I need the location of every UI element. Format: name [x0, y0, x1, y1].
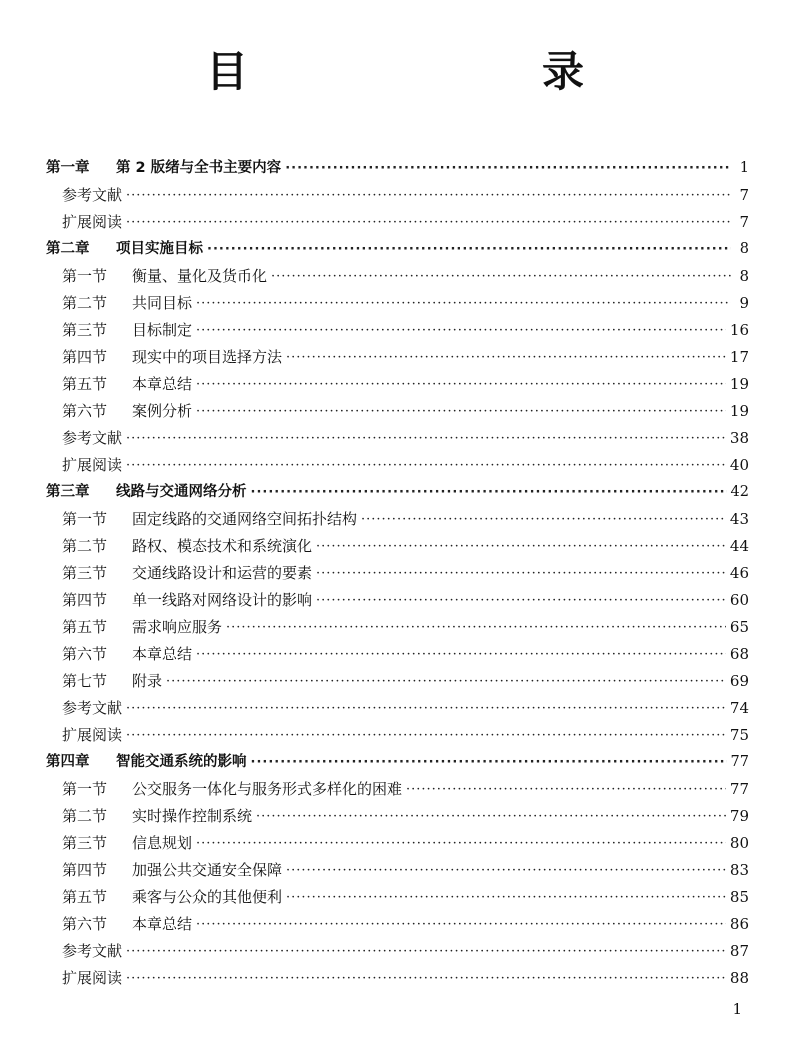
entry-page-number: 46	[729, 564, 749, 582]
entry-page-number: 74	[729, 699, 749, 717]
entry-page-number: 40	[729, 456, 749, 474]
entry-title: 线路与交通网络分析	[116, 484, 247, 500]
leader-dots	[196, 403, 726, 421]
entry-page-number: 19	[729, 375, 749, 393]
toc-section-entry[interactable]	[46, 826, 749, 853]
table-of-contents	[46, 151, 749, 988]
leader-dots	[406, 781, 726, 799]
entry-page-number: 8	[739, 241, 749, 257]
entry-page-number: 79	[729, 807, 749, 825]
leader-dots	[316, 538, 726, 556]
toc-entry-label	[62, 509, 357, 529]
toc-entry-label	[62, 293, 192, 313]
toc-entry-label	[62, 806, 252, 826]
entry-title: 项目实施目标	[116, 241, 203, 257]
entry-page-number: 88	[729, 969, 749, 987]
entry-page-number: 77	[730, 754, 749, 770]
leader-dots	[286, 889, 726, 907]
leader-dots	[126, 214, 731, 232]
section-number: 第一节	[62, 267, 108, 285]
toc-section-entry[interactable]	[46, 367, 749, 394]
toc-entry-label	[46, 752, 247, 772]
section-number: 第二节	[62, 537, 108, 555]
toc-entry-label	[62, 185, 122, 205]
toc-item-entry[interactable]	[46, 205, 749, 232]
entry-title: 扩展阅读	[62, 456, 123, 474]
toc-entry-label	[62, 725, 122, 745]
entry-title: 路权、模态技术和系统演化	[132, 537, 313, 555]
entry-title: 参考文献	[62, 429, 123, 447]
leader-dots	[361, 511, 726, 529]
toc-chapter-entry[interactable]	[46, 232, 749, 259]
entry-page-number: 1	[739, 160, 749, 176]
toc-entry-label	[46, 482, 247, 502]
toc-item-entry[interactable]	[46, 718, 749, 745]
entry-title: 需求响应服务	[132, 618, 223, 636]
entry-page-number: 17	[729, 348, 749, 366]
entry-page-number: 69	[729, 672, 749, 690]
toc-entry-label	[62, 590, 312, 610]
leader-dots	[271, 268, 731, 286]
toc-entry-label	[62, 968, 122, 988]
toc-entry-label	[62, 860, 282, 880]
entry-title: 本章总结	[132, 645, 193, 663]
section-number: 第三节	[62, 564, 108, 582]
toc-entry-label	[46, 158, 281, 178]
toc-section-entry[interactable]	[46, 259, 749, 286]
toc-section-entry[interactable]	[46, 610, 749, 637]
toc-chapter-entry[interactable]	[46, 745, 749, 772]
toc-entry-label	[62, 833, 192, 853]
toc-entry-label	[62, 536, 312, 556]
page-number: 1	[732, 1000, 742, 1018]
leader-dots	[207, 241, 731, 259]
toc-section-entry[interactable]	[46, 799, 749, 826]
entry-title: 目标制定	[132, 321, 193, 339]
section-number: 第二节	[62, 807, 108, 825]
leader-dots	[196, 916, 726, 934]
toc-entry-label	[62, 644, 192, 664]
toc-item-entry[interactable]	[46, 691, 749, 718]
entry-page-number: 42	[730, 484, 749, 500]
toc-entry-label	[46, 239, 203, 259]
toc-entry-label	[62, 401, 192, 421]
entry-page-number: 43	[729, 510, 749, 528]
leader-dots	[126, 187, 731, 205]
section-number: 第一节	[62, 780, 108, 798]
toc-entry-label	[62, 887, 282, 907]
entry-page-number: 65	[729, 618, 749, 636]
toc-section-entry[interactable]	[46, 286, 749, 313]
entry-title: 参考文献	[62, 699, 123, 717]
toc-item-entry[interactable]	[46, 421, 749, 448]
entry-page-number: 19	[729, 402, 749, 420]
toc-entry-label	[62, 347, 282, 367]
section-number: 第二节	[62, 294, 108, 312]
entry-page-number: 38	[729, 429, 749, 447]
leader-dots	[126, 970, 726, 988]
entry-title: 衡量、量化及货币化	[132, 267, 268, 285]
toc-item-entry[interactable]	[46, 178, 749, 205]
entry-title: 乘客与公众的其他便利	[132, 888, 283, 906]
leader-dots	[166, 673, 726, 691]
entry-page-number: 83	[729, 861, 749, 879]
leader-dots	[196, 376, 726, 394]
toc-section-entry[interactable]	[46, 664, 749, 691]
leader-dots	[256, 808, 726, 826]
entry-page-number: 68	[729, 645, 749, 663]
leader-dots	[196, 295, 731, 313]
toc-section-entry[interactable]	[46, 772, 749, 799]
toc-entry-label	[62, 455, 122, 475]
leader-dots	[126, 457, 726, 475]
leader-dots	[251, 484, 727, 502]
toc-chapter-entry[interactable]	[46, 151, 749, 178]
toc-entry-label	[62, 266, 267, 286]
entry-title: 附录	[132, 672, 163, 690]
entry-title: 案例分析	[132, 402, 193, 420]
entry-title: 第 2 版绪与全书主要内容	[116, 160, 282, 176]
entry-title: 本章总结	[132, 915, 193, 933]
section-number: 第一节	[62, 510, 108, 528]
toc-entry-label	[62, 212, 122, 232]
toc-section-entry[interactable]	[46, 583, 749, 610]
entry-title: 交通线路设计和运营的要素	[132, 564, 313, 582]
toc-entry-label	[62, 617, 222, 637]
leader-dots	[196, 322, 726, 340]
section-number: 第四节	[62, 348, 108, 366]
entry-title: 扩展阅读	[62, 726, 123, 744]
entry-title: 智能交通系统的影响	[116, 754, 247, 770]
chapter-number: 第二章	[46, 241, 90, 257]
toc-section-entry[interactable]	[46, 556, 749, 583]
chapter-number: 第三章	[46, 484, 90, 500]
toc-section-entry[interactable]	[46, 880, 749, 907]
toc-section-entry[interactable]	[46, 502, 749, 529]
toc-section-entry[interactable]	[46, 637, 749, 664]
entry-page-number: 7	[739, 186, 749, 204]
entry-page-number: 8	[739, 267, 749, 285]
leader-dots	[126, 943, 726, 961]
leader-dots	[126, 727, 726, 745]
leader-dots	[285, 160, 731, 178]
entry-page-number: 85	[729, 888, 749, 906]
section-number: 第四节	[62, 861, 108, 879]
entry-title: 固定线路的交通网络空间拓扑结构	[132, 510, 358, 528]
section-number: 第七节	[62, 672, 108, 690]
toc-entry-label	[62, 428, 122, 448]
leader-dots	[286, 862, 726, 880]
toc-section-entry[interactable]	[46, 394, 749, 421]
chapter-number: 第一章	[46, 160, 90, 176]
toc-entry-label	[62, 671, 162, 691]
leader-dots	[251, 754, 727, 772]
toc-entry-label	[62, 914, 192, 934]
toc-entry-label	[62, 563, 312, 583]
entry-page-number: 7	[739, 213, 749, 231]
leader-dots	[126, 430, 726, 448]
entry-title: 扩展阅读	[62, 969, 123, 987]
section-number: 第六节	[62, 645, 108, 663]
entry-title: 扩展阅读	[62, 213, 123, 231]
leader-dots	[286, 349, 726, 367]
section-number: 第五节	[62, 888, 108, 906]
chapter-number: 第四章	[46, 754, 90, 770]
toc-item-entry[interactable]	[46, 934, 749, 961]
entry-page-number: 87	[729, 942, 749, 960]
entry-page-number: 86	[729, 915, 749, 933]
toc-entry-label	[62, 779, 402, 799]
page-title: 目 录	[205, 47, 654, 96]
toc-entry-label	[62, 320, 192, 340]
entry-page-number: 9	[739, 294, 749, 312]
entry-title: 共同目标	[132, 294, 193, 312]
entry-page-number: 80	[729, 834, 749, 852]
entry-title: 现实中的项目选择方法	[132, 348, 283, 366]
leader-dots	[316, 565, 726, 583]
entry-page-number: 60	[729, 591, 749, 609]
entry-title: 信息规划	[132, 834, 193, 852]
leader-dots	[196, 835, 726, 853]
toc-chapter-entry[interactable]	[46, 475, 749, 502]
toc-section-entry[interactable]	[46, 340, 749, 367]
leader-dots	[316, 592, 726, 610]
toc-section-entry[interactable]	[46, 853, 749, 880]
section-number: 第六节	[62, 915, 108, 933]
entry-title: 加强公共交通安全保障	[132, 861, 283, 879]
section-number: 第四节	[62, 591, 108, 609]
leader-dots	[126, 700, 726, 718]
section-number: 第五节	[62, 375, 108, 393]
leader-dots	[196, 646, 726, 664]
entry-title: 参考文献	[62, 942, 123, 960]
entry-page-number: 75	[729, 726, 749, 744]
toc-section-entry[interactable]	[46, 907, 749, 934]
section-number: 第六节	[62, 402, 108, 420]
entry-page-number: 16	[729, 321, 749, 339]
section-number: 第五节	[62, 618, 108, 636]
entry-title: 公交服务一体化与服务形式多样化的困难	[132, 780, 403, 798]
entry-page-number: 77	[729, 780, 749, 798]
entry-title: 实时操作控制系统	[132, 807, 253, 825]
section-number: 第三节	[62, 321, 108, 339]
toc-section-entry[interactable]	[46, 313, 749, 340]
entry-title: 本章总结	[132, 375, 193, 393]
toc-entry-label	[62, 698, 122, 718]
entry-title: 参考文献	[62, 186, 123, 204]
section-number: 第三节	[62, 834, 108, 852]
toc-item-entry[interactable]	[46, 961, 749, 988]
toc-item-entry[interactable]	[46, 448, 749, 475]
leader-dots	[226, 619, 726, 637]
entry-title: 单一线路对网络设计的影响	[132, 591, 313, 609]
toc-entry-label	[62, 941, 122, 961]
toc-section-entry[interactable]	[46, 529, 749, 556]
entry-page-number: 44	[729, 537, 749, 555]
toc-entry-label	[62, 374, 192, 394]
